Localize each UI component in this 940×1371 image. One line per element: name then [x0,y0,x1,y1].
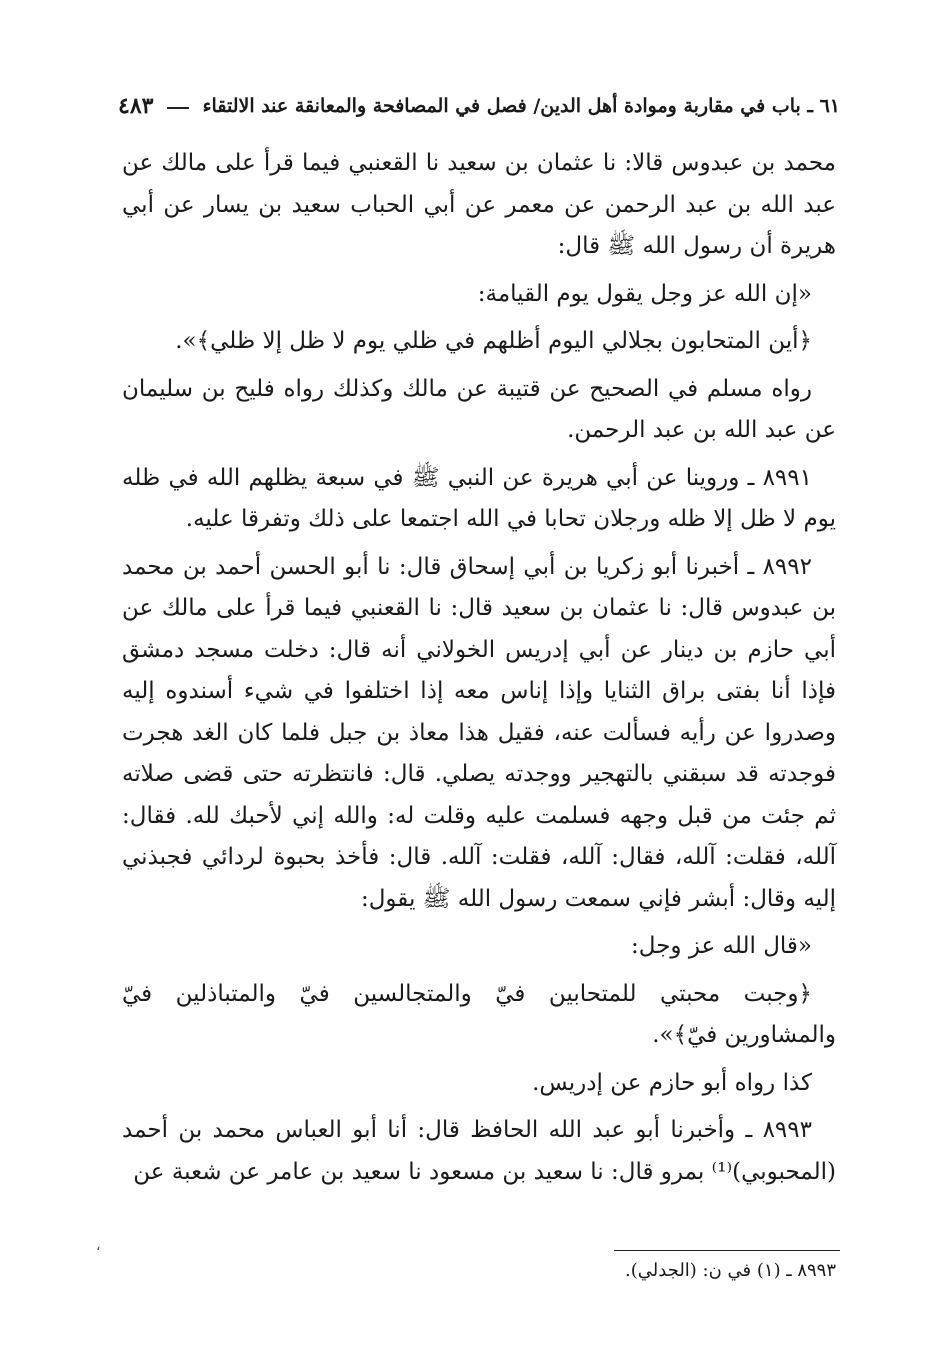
footnote: ٨٩٩٣ ـ (١) في ن: (الجدلي). [625,1260,836,1281]
paragraph-8992: ٨٩٩٢ ـ أخبرنا أبو زكريا بن أبي إسحاق قال: نا أبو الحسن أحمد بن محمد بن عبدوس قال: نا عثمان بن سعيد قال: نا القعنبي فيما قرأ على مالك عن أبي حازم بن دينار عن أبي إدريس الخولاني أنه قال: دخلت مسجد دمشق فإذا أنا بفتى براق الثنايا وإذا إناس معه إذا اختلفوا في شيء أسندوه إليه وصدروا عن رأيه فسألت عنه، فقيل هذا معاذ بن جبل فلما كان الغد هجرت فوجدته قد سبقني بالتهجير ووجدته يصلي. قال: فانتظرته حتى قضى صلاته ثم جئت من قبل وجهه فسلمت عليه وقلت له: والله إني لأحبك لله. فقال: آلله، فقلت: آلله، فقال: آلله، فقلت: آلله. قال: فأخذ بحبوة لردائي فجبذني إليه وقال: أبشر فإني سمعت رسول الله ﷺ يقول: [122,553,836,912]
paragraph-8993: ٨٩٩٣ ـ وأخبرنا أبو عبد الله الحافظ قال: أنا أبو العباس محمد بن أحمد (المحبوبي)⁽¹⁾ بمرو قال: نا سعيد بن مسعود نا سعيد بن عامر عن شعبة عن [122,1117,836,1185]
paragraph-hadith-intro: «إن الله عز وجل يقول يوم القيامة: [477,280,812,307]
paragraph-hadith-quote: ﴿أين المتحابون بجلالي اليوم أظلهم في ظلي يوم لا ظل إلا ظلي﴾». [175,328,812,354]
paragraph-hadith-intro-2: «قال الله عز وجل: [631,933,812,959]
paragraph-isnad-continued: محمد بن عبدوس قالا: نا عثمان بن سعيد نا القعنبي فيما قرأ على مالك عن عبد الله بن عبد الرحمن عن معمر عن أبي الحباب سعيد بن يسار عن أبي هريرة أن رسول الله ﷺ قال: [122,150,836,259]
footnote-rule [614,1250,840,1251]
chapter-title: ٦١ ـ باب في مقاربة وموادة أهل الدين/ فصل في المصافحة والمعانقة عند الالتقاء [202,95,840,117]
running-header [118,88,840,124]
paragraph-narration-note-2: كذا رواه أبو حازم عن إدريس. [532,1069,812,1096]
margin-mark: ، [96,1238,101,1254]
main-text [122,143,836,1193]
paragraph-hadith-quote-2: ﴿وجبت محبتي للمتحابين فيّ والمتجالسين فيّ والمتباذلين فيّ والمشاورين فيّ﴾». [122,980,836,1048]
paragraph-narration-note: رواه مسلم في الصحيح عن قتيبة عن مالك وكذلك رواه فليح بن سليمان عن عبد الله بن عبد الرحمن. [122,375,836,443]
paragraph-8991: ٨٩٩١ ـ وروينا عن أبي هريرة عن النبي ﷺ في سبعة يظلهم الله في ظله يوم لا ظل إلا ظله ورجلان تحابا في الله اجتمعا على ذلك وتفرقا عليه. [122,464,836,532]
page-number: ٤٨٣ [118,93,154,119]
header-rule [167,107,188,109]
